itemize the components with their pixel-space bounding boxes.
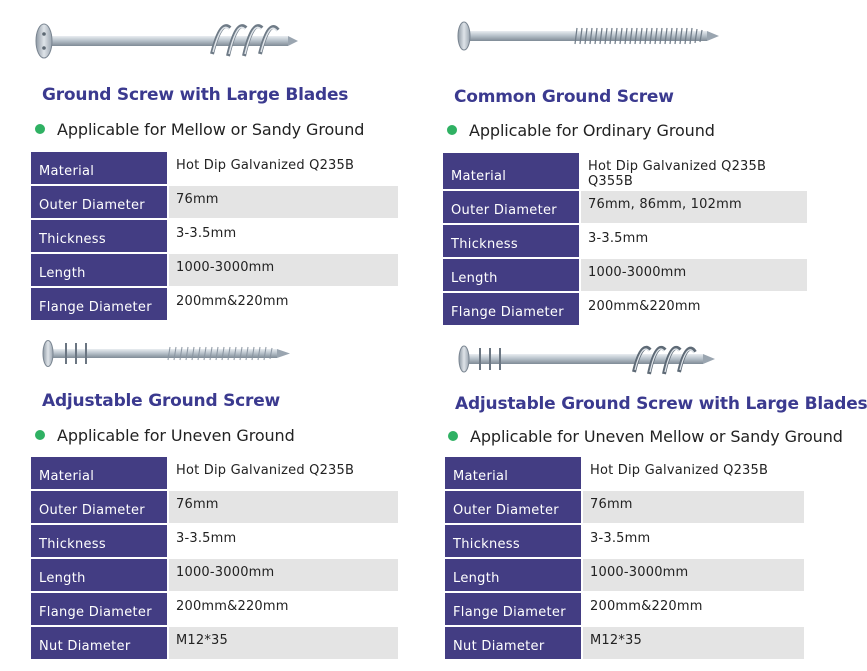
spec-value: 3-3.5mm <box>176 531 237 546</box>
bullet-dot-icon <box>448 431 458 441</box>
spec-value: Hot Dip Galvanized Q235B <box>176 463 355 478</box>
spec-table <box>31 150 398 322</box>
spec-key: Material <box>443 153 581 189</box>
adjustable-ground-screw-large-blades-image <box>412 330 826 390</box>
application-line <box>35 426 295 445</box>
table-row <box>445 627 804 659</box>
application-text: Applicable for Ordinary Ground <box>469 121 715 140</box>
spec-value: 200mm&220mm <box>176 294 289 309</box>
ground-screw-large-blades-image <box>0 0 410 80</box>
spec-value: 3-3.5mm <box>590 531 651 546</box>
spec-key: Flange Diameter <box>443 293 581 325</box>
table-row <box>31 288 398 320</box>
spec-value: 200mm&220mm <box>590 599 703 614</box>
spec-value: 1000-3000mm <box>169 254 398 286</box>
application-line <box>448 427 843 446</box>
table-row <box>31 593 398 625</box>
table-row <box>445 525 804 557</box>
spec-value: Hot Dip Galvanized Q235B Q355B <box>588 159 767 189</box>
table-row <box>443 153 807 189</box>
spec-key: Outer Diameter <box>31 186 169 218</box>
spec-value: 76mm, 86mm, 102mm <box>581 191 807 223</box>
spec-value: 1000-3000mm <box>581 259 807 291</box>
product-title: Ground Screw with Large Blades <box>42 85 349 105</box>
table-row <box>443 293 807 325</box>
table-row <box>31 525 398 557</box>
spec-key: Length <box>31 559 169 591</box>
spec-key: Thickness <box>443 225 581 257</box>
spec-table <box>443 151 807 327</box>
spec-value: 1000-3000mm <box>169 559 398 591</box>
spec-key: Flange Diameter <box>445 593 583 625</box>
bullet-dot-icon <box>35 124 45 134</box>
spec-key: Flange Diameter <box>31 288 169 320</box>
spec-value: 76mm <box>583 491 804 523</box>
table-row <box>31 491 398 523</box>
spec-key: Outer Diameter <box>443 191 581 223</box>
spec-value: 3-3.5mm <box>176 226 237 241</box>
spec-key: Material <box>31 457 169 489</box>
spec-value: Hot Dip Galvanized Q235B <box>590 463 769 478</box>
product-title: Adjustable Ground Screw with Large Blades <box>455 394 867 414</box>
table-row <box>445 593 804 625</box>
bullet-dot-icon <box>447 125 457 135</box>
spec-value: 200mm&220mm <box>588 299 701 314</box>
spec-value: 200mm&220mm <box>176 599 289 614</box>
product-title: Adjustable Ground Screw <box>42 391 281 411</box>
spec-key: Thickness <box>31 220 169 252</box>
spec-table <box>31 455 398 661</box>
table-row <box>31 457 398 489</box>
table-row <box>443 191 807 223</box>
table-row <box>445 457 804 489</box>
spec-value: 1000-3000mm <box>583 559 804 591</box>
spec-key: Flange Diameter <box>31 593 169 625</box>
spec-key: Nut Diameter <box>445 627 583 659</box>
spec-key: Nut Diameter <box>31 627 169 659</box>
table-row <box>31 559 398 591</box>
spec-key: Thickness <box>31 525 169 557</box>
spec-key: Outer Diameter <box>445 491 583 523</box>
spec-key: Length <box>443 259 581 291</box>
product-panel-adjustable-large-blades <box>412 330 867 671</box>
spec-value: Hot Dip Galvanized Q235B <box>176 158 355 173</box>
common-ground-screw-image <box>412 0 826 80</box>
application-text: Applicable for Mellow or Sandy Ground <box>57 120 365 139</box>
product-title: Common Ground Screw <box>454 87 674 107</box>
product-panel-large-blades <box>0 0 410 330</box>
spec-key: Material <box>31 152 169 184</box>
spec-value: M12*35 <box>583 627 804 659</box>
table-row <box>443 259 807 291</box>
spec-key: Thickness <box>445 525 583 557</box>
table-row <box>31 186 398 218</box>
spec-value: 76mm <box>169 186 398 218</box>
bullet-dot-icon <box>35 430 45 440</box>
product-panel-adjustable <box>0 330 410 671</box>
table-row <box>31 627 398 659</box>
table-row <box>31 254 398 286</box>
application-line <box>35 120 364 139</box>
spec-value: 3-3.5mm <box>588 231 649 246</box>
table-row <box>31 220 398 252</box>
table-row <box>443 225 807 257</box>
spec-value: M12*35 <box>169 627 398 659</box>
spec-key: Length <box>445 559 583 591</box>
spec-key: Material <box>445 457 583 489</box>
table-row <box>445 491 804 523</box>
product-panel-common <box>412 0 826 330</box>
adjustable-ground-screw-image <box>0 330 410 390</box>
table-row <box>445 559 804 591</box>
application-line <box>447 121 715 140</box>
spec-key: Length <box>31 254 169 286</box>
application-text: Applicable for Uneven Ground <box>57 426 295 445</box>
spec-key: Outer Diameter <box>31 491 169 523</box>
spec-table <box>445 455 804 661</box>
table-row <box>31 152 398 184</box>
application-text: Applicable for Uneven Mellow or Sandy Ground <box>470 427 843 446</box>
spec-value: 76mm <box>169 491 398 523</box>
